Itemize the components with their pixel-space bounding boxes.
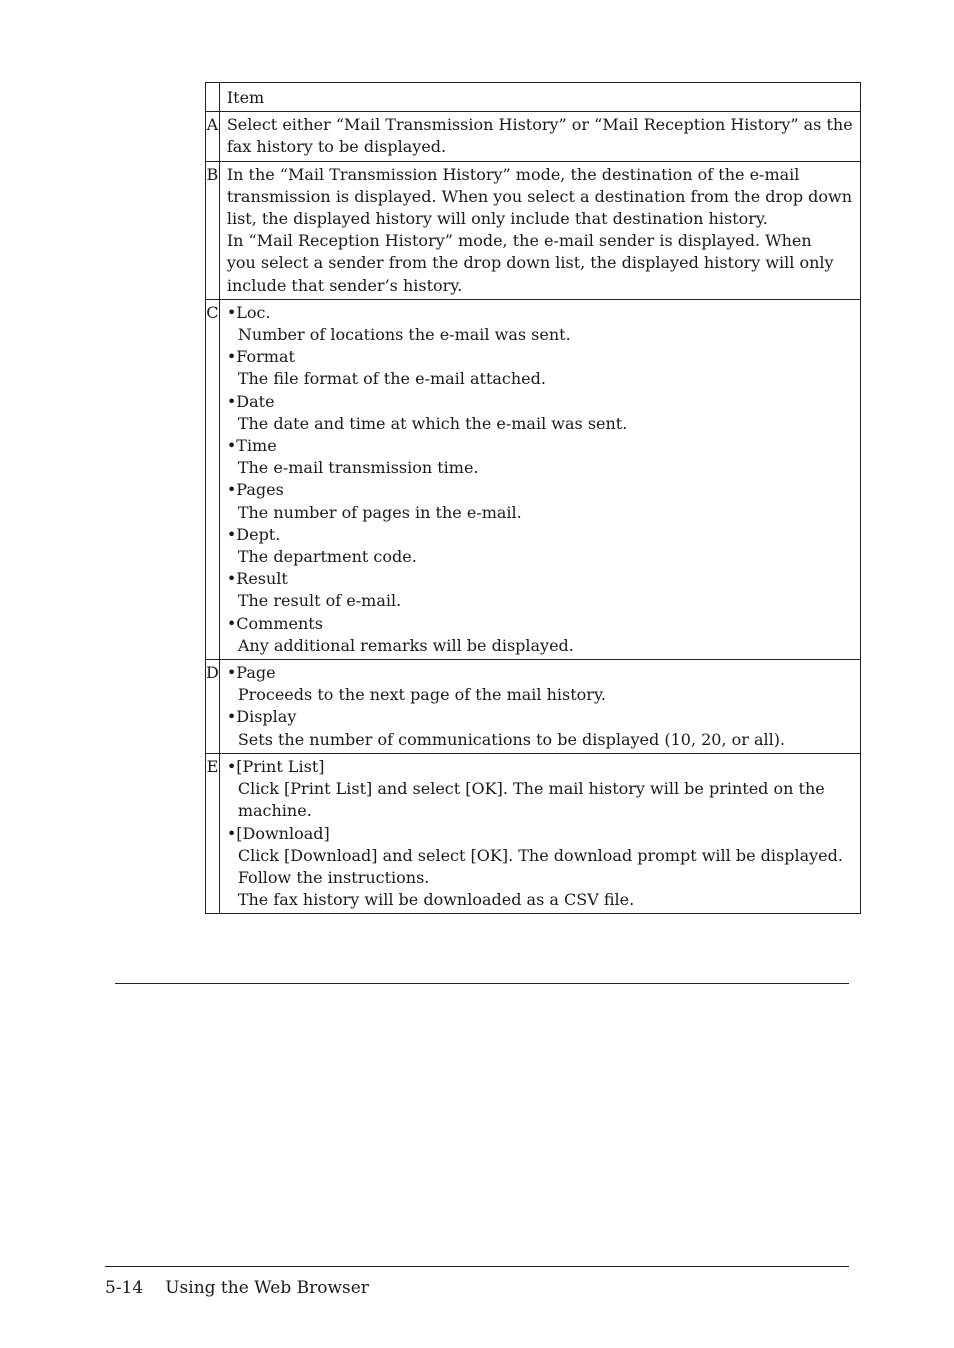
- row-description-cell: [219, 660, 860, 754]
- page-number: 5-14: [105, 1278, 144, 1298]
- bullet-term: •Comments: [226, 613, 323, 633]
- table-row: [206, 753, 861, 913]
- table-row: [206, 660, 861, 754]
- section-title: Using the Web Browser: [165, 1278, 369, 1298]
- bullet-term: •Loc.: [226, 302, 271, 322]
- description-line: In the “Mail Transmission History” mode, the destination of the e-mail: [226, 164, 800, 184]
- bullet-description: The result of e-mail.: [237, 591, 402, 611]
- header-key-cell: [206, 83, 220, 112]
- bullet-description: The fax history will be downloaded as a CSV file.: [237, 890, 635, 910]
- bullet-description: Proceeds to the next page of the mail history.: [237, 685, 606, 705]
- bullet-term: •Display: [226, 707, 297, 727]
- bullet-description: The file format of the e-mail attached.: [237, 369, 546, 389]
- bullet-description: Sets the number of communications to be displayed (10, 20, or all).: [237, 729, 786, 749]
- row-key-cell: E: [206, 753, 220, 913]
- bullet-description: The number of pages in the e-mail.: [237, 502, 522, 522]
- description-line: you select a sender from the drop down list, the displayed history will only: [226, 253, 834, 273]
- bullet-term: •[Download]: [226, 823, 330, 843]
- row-key-cell: C: [206, 299, 220, 659]
- bullet-description: Follow the instructions.: [237, 867, 430, 887]
- bullet-term: •[Print List]: [226, 756, 325, 776]
- bullet-description: The date and time at which the e-mail was sent.: [237, 413, 628, 433]
- row-key-cell: B: [206, 161, 220, 299]
- section-divider: [115, 983, 849, 984]
- row-description-cell: [219, 161, 860, 299]
- row-key-cell: D: [206, 660, 220, 754]
- table-header-row: [206, 83, 861, 112]
- items-table-body: [206, 83, 861, 914]
- row-description-cell: [219, 753, 860, 913]
- bullet-term: •Result: [226, 569, 288, 589]
- table-row: [206, 299, 861, 659]
- bullet-term: •Time: [226, 436, 277, 456]
- footer-divider: [105, 1266, 849, 1267]
- description-line: fax history to be displayed.: [226, 137, 447, 157]
- items-table: [205, 82, 861, 914]
- bullet-description: The department code.: [237, 547, 417, 567]
- description-line: In “Mail Reception History” mode, the e-mail sender is displayed. When: [226, 231, 812, 251]
- bullet-description: Any additional remarks will be displayed.: [237, 635, 574, 655]
- bullet-term: •Format: [226, 347, 295, 367]
- bullet-description: Click [Print List] and select [OK]. The mail history will be printed on the: [237, 779, 825, 799]
- bullet-term: •Dept.: [226, 524, 281, 544]
- bullet-description: The e-mail transmission time.: [237, 458, 479, 478]
- bullet-term: •Date: [226, 391, 275, 411]
- description-line: Select either “Mail Transmission History” or “Mail Reception History” as the: [226, 115, 853, 135]
- bullet-description: Click [Download] and select [OK]. The download prompt will be displayed.: [237, 845, 843, 865]
- description-line: transmission is displayed. When you select a destination from the drop down: [226, 186, 853, 206]
- page-footer: [105, 1278, 369, 1298]
- row-description-cell: [219, 299, 860, 659]
- bullet-term: •Pages: [226, 480, 284, 500]
- description-line: list, the displayed history will only include that destination history.: [226, 209, 768, 229]
- table-row: [206, 112, 861, 161]
- table-row: [206, 161, 861, 299]
- bullet-description: machine.: [237, 801, 312, 821]
- bullet-description: Number of locations the e-mail was sent.: [237, 325, 571, 345]
- row-key-cell: A: [206, 112, 220, 161]
- description-line: include that sender’s history.: [226, 275, 463, 295]
- bullet-term: •Page: [226, 663, 276, 683]
- row-description-cell: [219, 112, 860, 161]
- header-item-cell: Item: [219, 83, 860, 112]
